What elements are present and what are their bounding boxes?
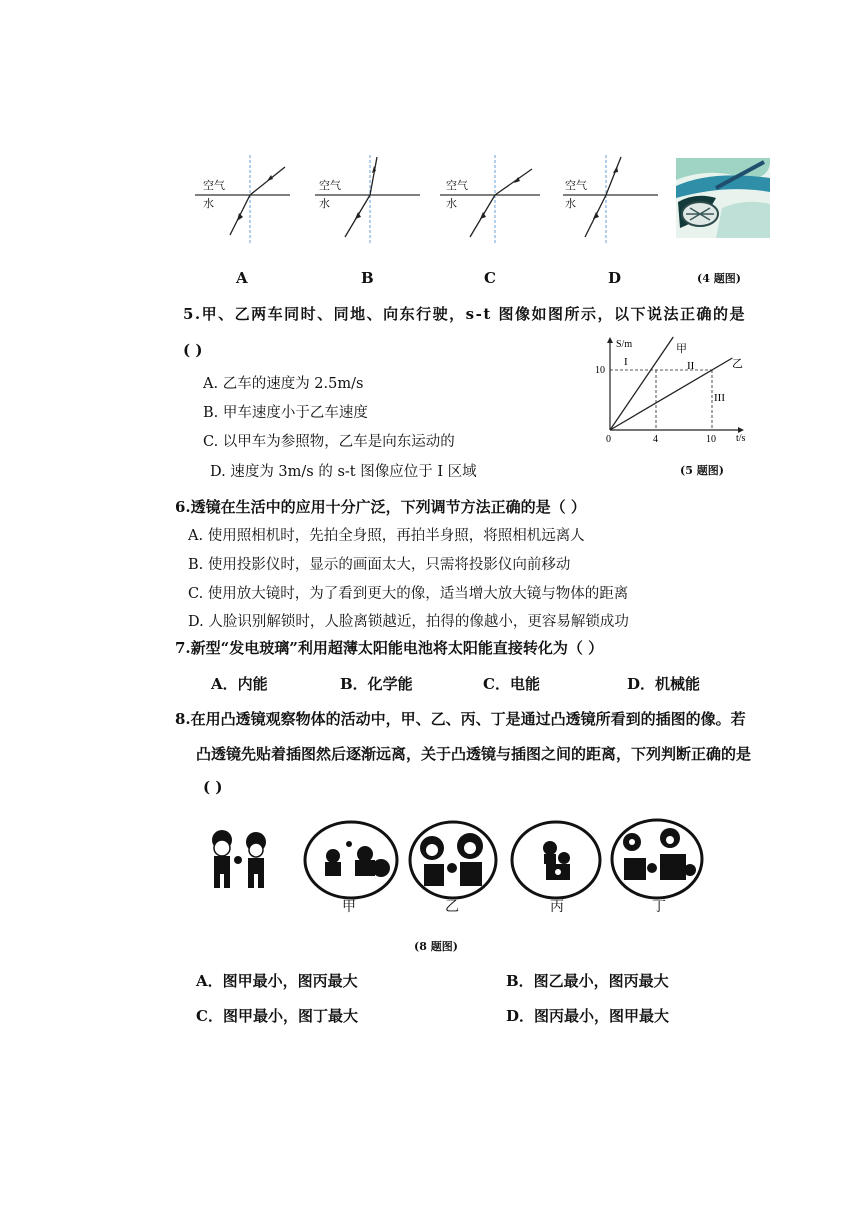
q8-image-yi xyxy=(408,820,498,900)
q7-option-d: D．机械能 xyxy=(627,675,701,693)
q8-answer-paren: ( ) xyxy=(203,778,223,796)
q8-label-jia: 甲 xyxy=(342,899,356,915)
q4-diagram-b xyxy=(315,155,425,245)
q8-option-a: A．图甲最小，图丙最大 xyxy=(196,972,358,990)
q7-option-a: A．内能 xyxy=(211,675,268,693)
q8-caption: (8 题图) xyxy=(414,940,458,953)
y-axis-arrow xyxy=(607,337,613,343)
air-label: 空气 xyxy=(203,179,225,192)
air-label: 空气 xyxy=(565,179,587,192)
q5-answer-paren: ( ) xyxy=(183,341,203,359)
x-tick-10: 10 xyxy=(706,434,716,445)
x-tick-4: 4 xyxy=(653,434,658,445)
q8-label-bing: 丙 xyxy=(550,899,564,915)
q5-option-c: C. 以甲车为参照物，乙车是向东运动的 xyxy=(203,434,455,450)
q6-stem: 6.透镜在生活中的应用十分广泛，下列调节方法正确的是（ ） xyxy=(175,498,586,516)
q4-caption: (4 题图) xyxy=(697,272,741,285)
water-label: 水 xyxy=(565,197,576,210)
q6-option-c: C. 使用放大镜时，为了看到更大的像，适当增大放大镜与物体的距离 xyxy=(188,586,629,602)
q5-option-b: B. 甲车速度小于乙车速度 xyxy=(203,405,368,421)
origin-label: 0 xyxy=(606,434,611,445)
water-label: 水 xyxy=(319,197,330,210)
refraction-diagram-d xyxy=(563,155,663,245)
water-label: 水 xyxy=(446,197,457,210)
q8-stem-line1: 8.在用凸透镜观察物体的活动中，甲、乙、丙、丁是通过凸透镜所看到的插图的像。若 xyxy=(175,710,746,728)
air-label: 空气 xyxy=(319,179,341,192)
q7-stem: 7.新型“发电玻璃”利用超薄太阳能电池将太阳能直接转化为（ ） xyxy=(175,639,604,657)
q8-image-ding xyxy=(610,818,704,900)
x-axis-label: t/s xyxy=(736,433,746,444)
q8-image-bing xyxy=(510,820,602,900)
refraction-diagram-b xyxy=(315,155,425,245)
fish-photo xyxy=(676,158,770,238)
region-label-i: I xyxy=(624,356,628,368)
q8-label-yi: 乙 xyxy=(445,899,459,915)
water-label: 水 xyxy=(203,197,214,210)
q5-caption: (5 题图) xyxy=(680,464,724,477)
st-graph-svg xyxy=(590,335,760,455)
q4-diagram-d xyxy=(563,155,663,245)
q8-original-illustration xyxy=(200,824,280,894)
q8-option-c: C．图甲最小，图丁最大 xyxy=(196,1007,358,1025)
q5-option-a: A. 乙车的速度为 2.5m/s xyxy=(203,376,364,392)
q4-option-b: B xyxy=(361,269,374,287)
q8-option-d: D．图丙最小，图甲最大 xyxy=(506,1007,670,1025)
q8-image-jia xyxy=(303,820,399,900)
q6-option-b: B. 使用投影仪时，显示的画面太大，只需将投影仪向前移动 xyxy=(188,557,571,573)
q5-option-d: D. 速度为 3m/s 的 s-t 图像应位于 I 区域 xyxy=(210,464,477,480)
air-label: 空气 xyxy=(446,179,468,192)
q4-diagram-a xyxy=(195,155,295,245)
q4-diagram-c xyxy=(440,155,545,245)
q7-option-b: B．化学能 xyxy=(340,675,413,693)
q6-option-d: D. 人脸识别解锁时，人脸离锁越近，拍得的像越小，更容易解锁成功 xyxy=(188,614,629,630)
st-graph xyxy=(590,335,760,455)
q5-stem: 5.甲、乙两车同时、同地、向东行驶，s-t 图像如图所示，以下说法正确的是 xyxy=(183,305,746,323)
q7-option-c: C．电能 xyxy=(483,675,540,693)
y-tick-10: 10 xyxy=(595,365,605,376)
q4-option-d: D xyxy=(608,269,622,287)
region-label-ii: II xyxy=(687,360,695,372)
q4-option-c: C xyxy=(484,269,496,287)
y-axis-label: S/m xyxy=(616,339,633,350)
q4-option-a: A xyxy=(236,269,248,287)
line-label-yi: 乙 xyxy=(732,358,743,370)
q6-option-a: A. 使用照相机时，先拍全身照，再拍半身照，将照相机远离人 xyxy=(188,528,585,544)
q8-label-ding: 丁 xyxy=(652,899,666,915)
line-label-jia: 甲 xyxy=(676,343,687,355)
q8-option-b: B．图乙最小，图丙最大 xyxy=(506,972,669,990)
series-line-0 xyxy=(610,337,673,430)
region-label-iii: III xyxy=(714,392,725,404)
q8-stem-line2: 凸透镜先贴着插图然后逐渐远离，关于凸透镜与插图之间的距离，下列判断正确的是 xyxy=(196,745,752,763)
